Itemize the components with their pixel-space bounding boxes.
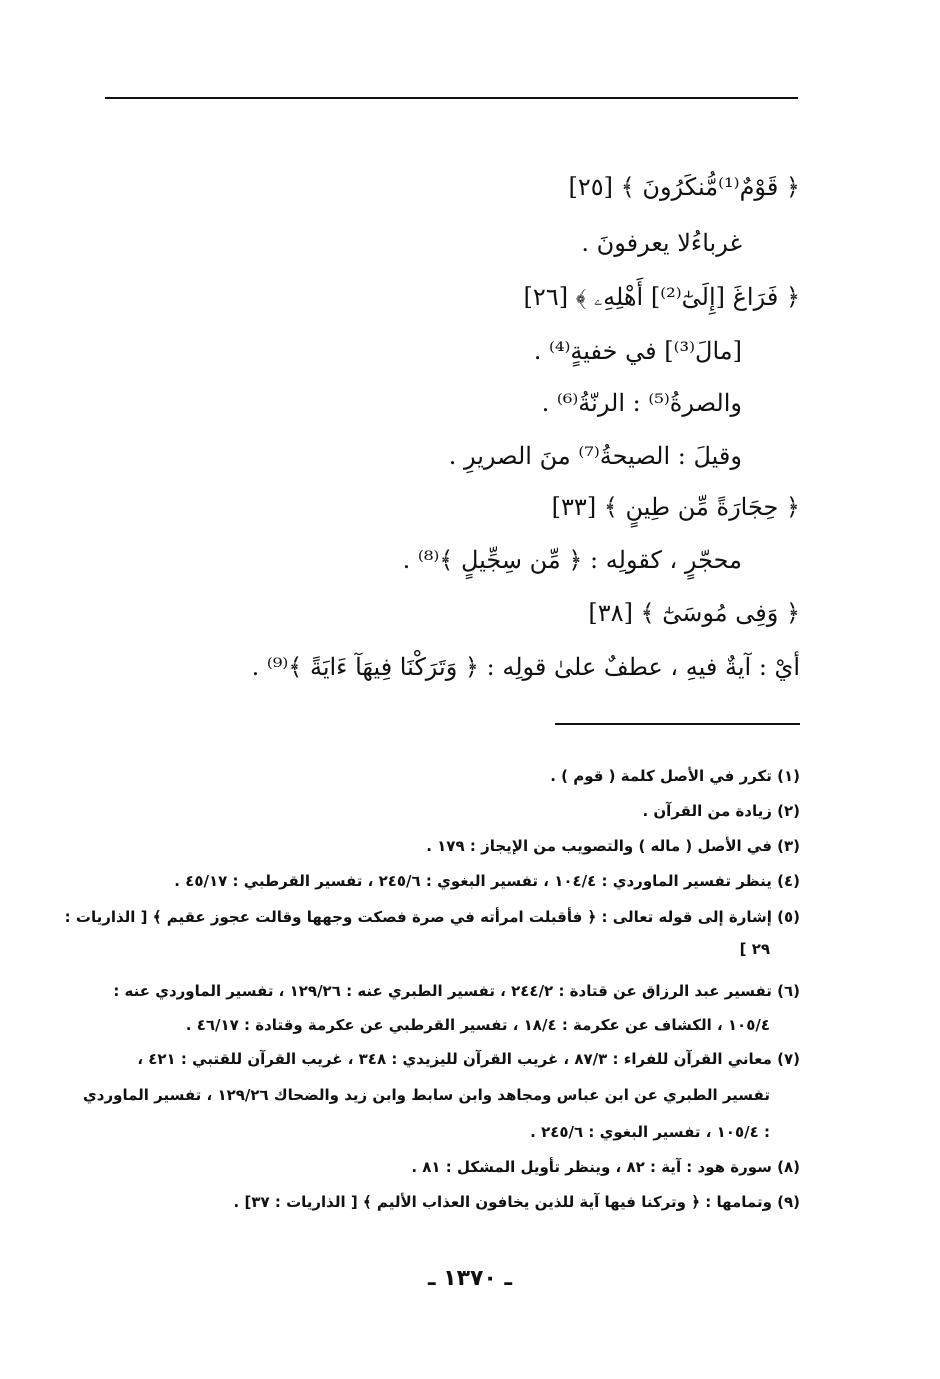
- footnote-9: (٩) وتمامها : ﴿ وتركنا فيها آية للذين يخافون العذاب الأليم ﴾ [ الذاريات : ٣٧] .: [233, 1193, 800, 1211]
- footnote-6: (٦) تفسير عبد الرزاق عن قتادة : ٢٤٤/٢ ، تفسير الطبري عنه : ١٢٩/٢٦ ، تفسير الماوردي عنه :: [113, 982, 800, 1000]
- footnote-3: (٣) في الأصل ( ماله ) والتصويب من الإيجاز : ١٧٩ .: [426, 837, 800, 855]
- gloss-line: محجّرٍ ، كقولِه : ﴿ مِّن سِجِّيلٍ ﴾⁽⁸⁾ .: [402, 546, 742, 574]
- gloss-line: [مالَ⁽³⁾] في خفيةٍ⁽⁴⁾ .: [533, 337, 742, 365]
- footnote-6-continuation: ١٠٥/٤ ، الكشاف عن عكرمة : ١٨/٤ ، تفسير القرطبي عن عكرمة وقتادة : ٤٦/١٧ .: [185, 1016, 770, 1034]
- verse-line: ﴿ فَرَاغَ [إِلَىٰٓ⁽²⁾] أَهْلِهِۦ ﴾ [٢٦]: [523, 283, 800, 311]
- page-number: ـ ١٣٧٠ ـ: [427, 1266, 513, 1291]
- gloss-line: والصرةُ⁽⁵⁾ : الرنّةُ⁽⁶⁾ .: [541, 389, 742, 417]
- verse-line: ﴿ قَوْمٌ⁽¹⁾مُّنكَرُونَ ﴾ [٢٥]: [568, 173, 800, 201]
- footnote-7: (٧) معاني القرآن للفراء : ٨٧/٣ ، غريب القرآن لليزيدي : ٣٤٨ ، غريب القرآن للقتبي : ٤٢١ ،: [137, 1050, 800, 1068]
- gloss-line: أيْ : آيةٌ فيهِ ، عطفٌ علىٰ قولِه : ﴿ وَتَرَكْنَا فِيهَآ ءَايَةً ﴾⁽⁹⁾ .: [251, 653, 800, 681]
- footnote-7-continuation: : ١٠٥/٤ ، تفسير البغوي : ٢٤٥/٦ .: [530, 1123, 770, 1141]
- footnote-7-continuation: تفسير الطبري عن ابن عباس ومجاهد وابن سابط وابن زيد والضحاك ١٢٩/٢٦ ، تفسير الماوردي: [83, 1086, 770, 1104]
- footnote-5: (٥) إشارة إلى قوله تعالى : ﴿ فأقبلت امرأته في صرة فصكت وجهها وقالت عجوز عقيم ﴾ [ الذاريات :: [64, 908, 800, 926]
- footnote-1: (١) تكرر في الأصل كلمة ( قوم ) .: [550, 767, 800, 785]
- verse-line: ﴿ حِجَارَةً مِّن طِينٍ ﴾ [٣٣]: [551, 493, 800, 521]
- footnote-4: (٤) ينظر تفسير الماوردي : ١٠٤/٤ ، تفسير البغوي : ٢٤٥/٦ ، تفسير القرطبي : ٤٥/١٧ .: [174, 872, 800, 890]
- footnote-2: (٢) زيادة من القرآن .: [642, 802, 800, 820]
- header-rule: [105, 97, 798, 99]
- gloss-line: غرباءُلا يعرفونَ .: [581, 229, 742, 257]
- footnote-8: (٨) سورة هود : آية : ٨٢ ، وينظر تأويل المشكل : ٨١ .: [411, 1158, 800, 1176]
- footnote-separator: [555, 723, 800, 725]
- verse-line: ﴿ وَفِى مُوسَىٰٓ ﴾ [٣٨]: [588, 599, 800, 627]
- gloss-line: وقيلَ : الصيحةُ⁽⁷⁾ منَ الصريرِ .: [448, 442, 742, 470]
- footnote-5-continuation: ٢٩ ]: [739, 940, 770, 958]
